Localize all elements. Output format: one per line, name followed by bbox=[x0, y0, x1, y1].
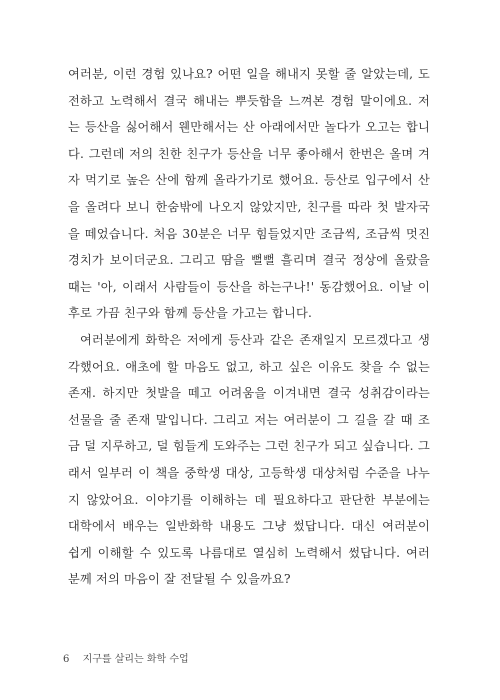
page-number: 6 bbox=[63, 654, 70, 665]
paragraph-line: 선물을 줄 존재 말입니다. 그리고 저는 여러분이 그 길을 갈 때 조 bbox=[68, 412, 430, 427]
paragraph-line: 을 떼었습니다. 처음 30분은 너무 힘들었지만 조금씩, 조금씩 멋진 bbox=[68, 226, 430, 241]
paragraph-line: 경치가 보이더군요. 그리고 땀을 뻘뻘 흘리며 결국 정상에 올랐을 bbox=[68, 253, 430, 268]
paragraph-line: 여러분에게 화학은 저에게 등산과 같은 존재일지 모르겠다고 생 bbox=[80, 333, 430, 347]
paragraph-line: 자 먹기로 높은 산에 함께 올라가기로 했어요. 등산로 입구에서 산 bbox=[68, 173, 430, 188]
running-title: 지구를 살리는 화학 수업 bbox=[82, 654, 189, 665]
paragraph-line: 래서 일부러 이 책을 중학생 대상, 고등학생 대상처럼 수준을 나누 bbox=[68, 465, 430, 480]
paragraph-1 bbox=[68, 61, 430, 327]
paragraph-line: 전하고 노력해서 결국 해내는 뿌듯함을 느껴본 경험 말이에요. 저 bbox=[68, 93, 430, 108]
paragraph-line: 여러분, 이런 경험 있나요? 어떤 일을 해내지 못할 줄 알았는데, 도 bbox=[68, 67, 430, 81]
paragraph-line: 후로 가끔 친구와 함께 등산을 가고는 합니다. bbox=[68, 306, 313, 321]
paragraph-line: 각했어요. 애초에 할 마음도 없고, 하고 싶은 이유도 찾을 수 없는 bbox=[68, 359, 430, 374]
page-footer bbox=[63, 650, 189, 665]
paragraph-line: 다. 그런데 저의 친한 친구가 등산을 너무 좋아해서 한번은 올며 겨 bbox=[68, 146, 430, 161]
paragraph-line: 분께 저의 마음이 잘 전달될 수 있을까요? bbox=[68, 572, 291, 587]
paragraph-line: 때는 '아, 이래서 사람들이 등산을 하는구나!' 동감했어요. 이날 이 bbox=[68, 279, 430, 294]
paragraph-line: 금 덜 지루하고, 덜 힘들게 도와주는 그런 친구가 되고 싶습니다. 그 bbox=[68, 439, 430, 454]
paragraph-2 bbox=[68, 327, 430, 593]
paragraph-line: 지 않았어요. 이야기를 이해하는 데 필요하다고 판단한 부분에는 bbox=[68, 492, 430, 507]
paragraph-line: 을 올려다 보니 한숨밖에 나오지 않았지만, 친구를 따라 첫 발자국 bbox=[68, 199, 430, 214]
paragraph-line: 쉽게 이해할 수 있도록 나름대로 열심히 노력해서 썼답니다. 여러 bbox=[68, 545, 430, 560]
paragraph-line: 는 등산을 싫어해서 웬만해서는 산 아래에서만 놀다가 오고는 합니 bbox=[68, 120, 430, 135]
paragraph-line: 대학에서 배우는 일반화학 내용도 그냥 썼답니다. 대신 여러분이 bbox=[68, 519, 430, 534]
paragraph-line: 존재. 하지만 첫발을 떼고 어려움을 이겨내면 결국 성취감이라는 bbox=[68, 386, 430, 401]
